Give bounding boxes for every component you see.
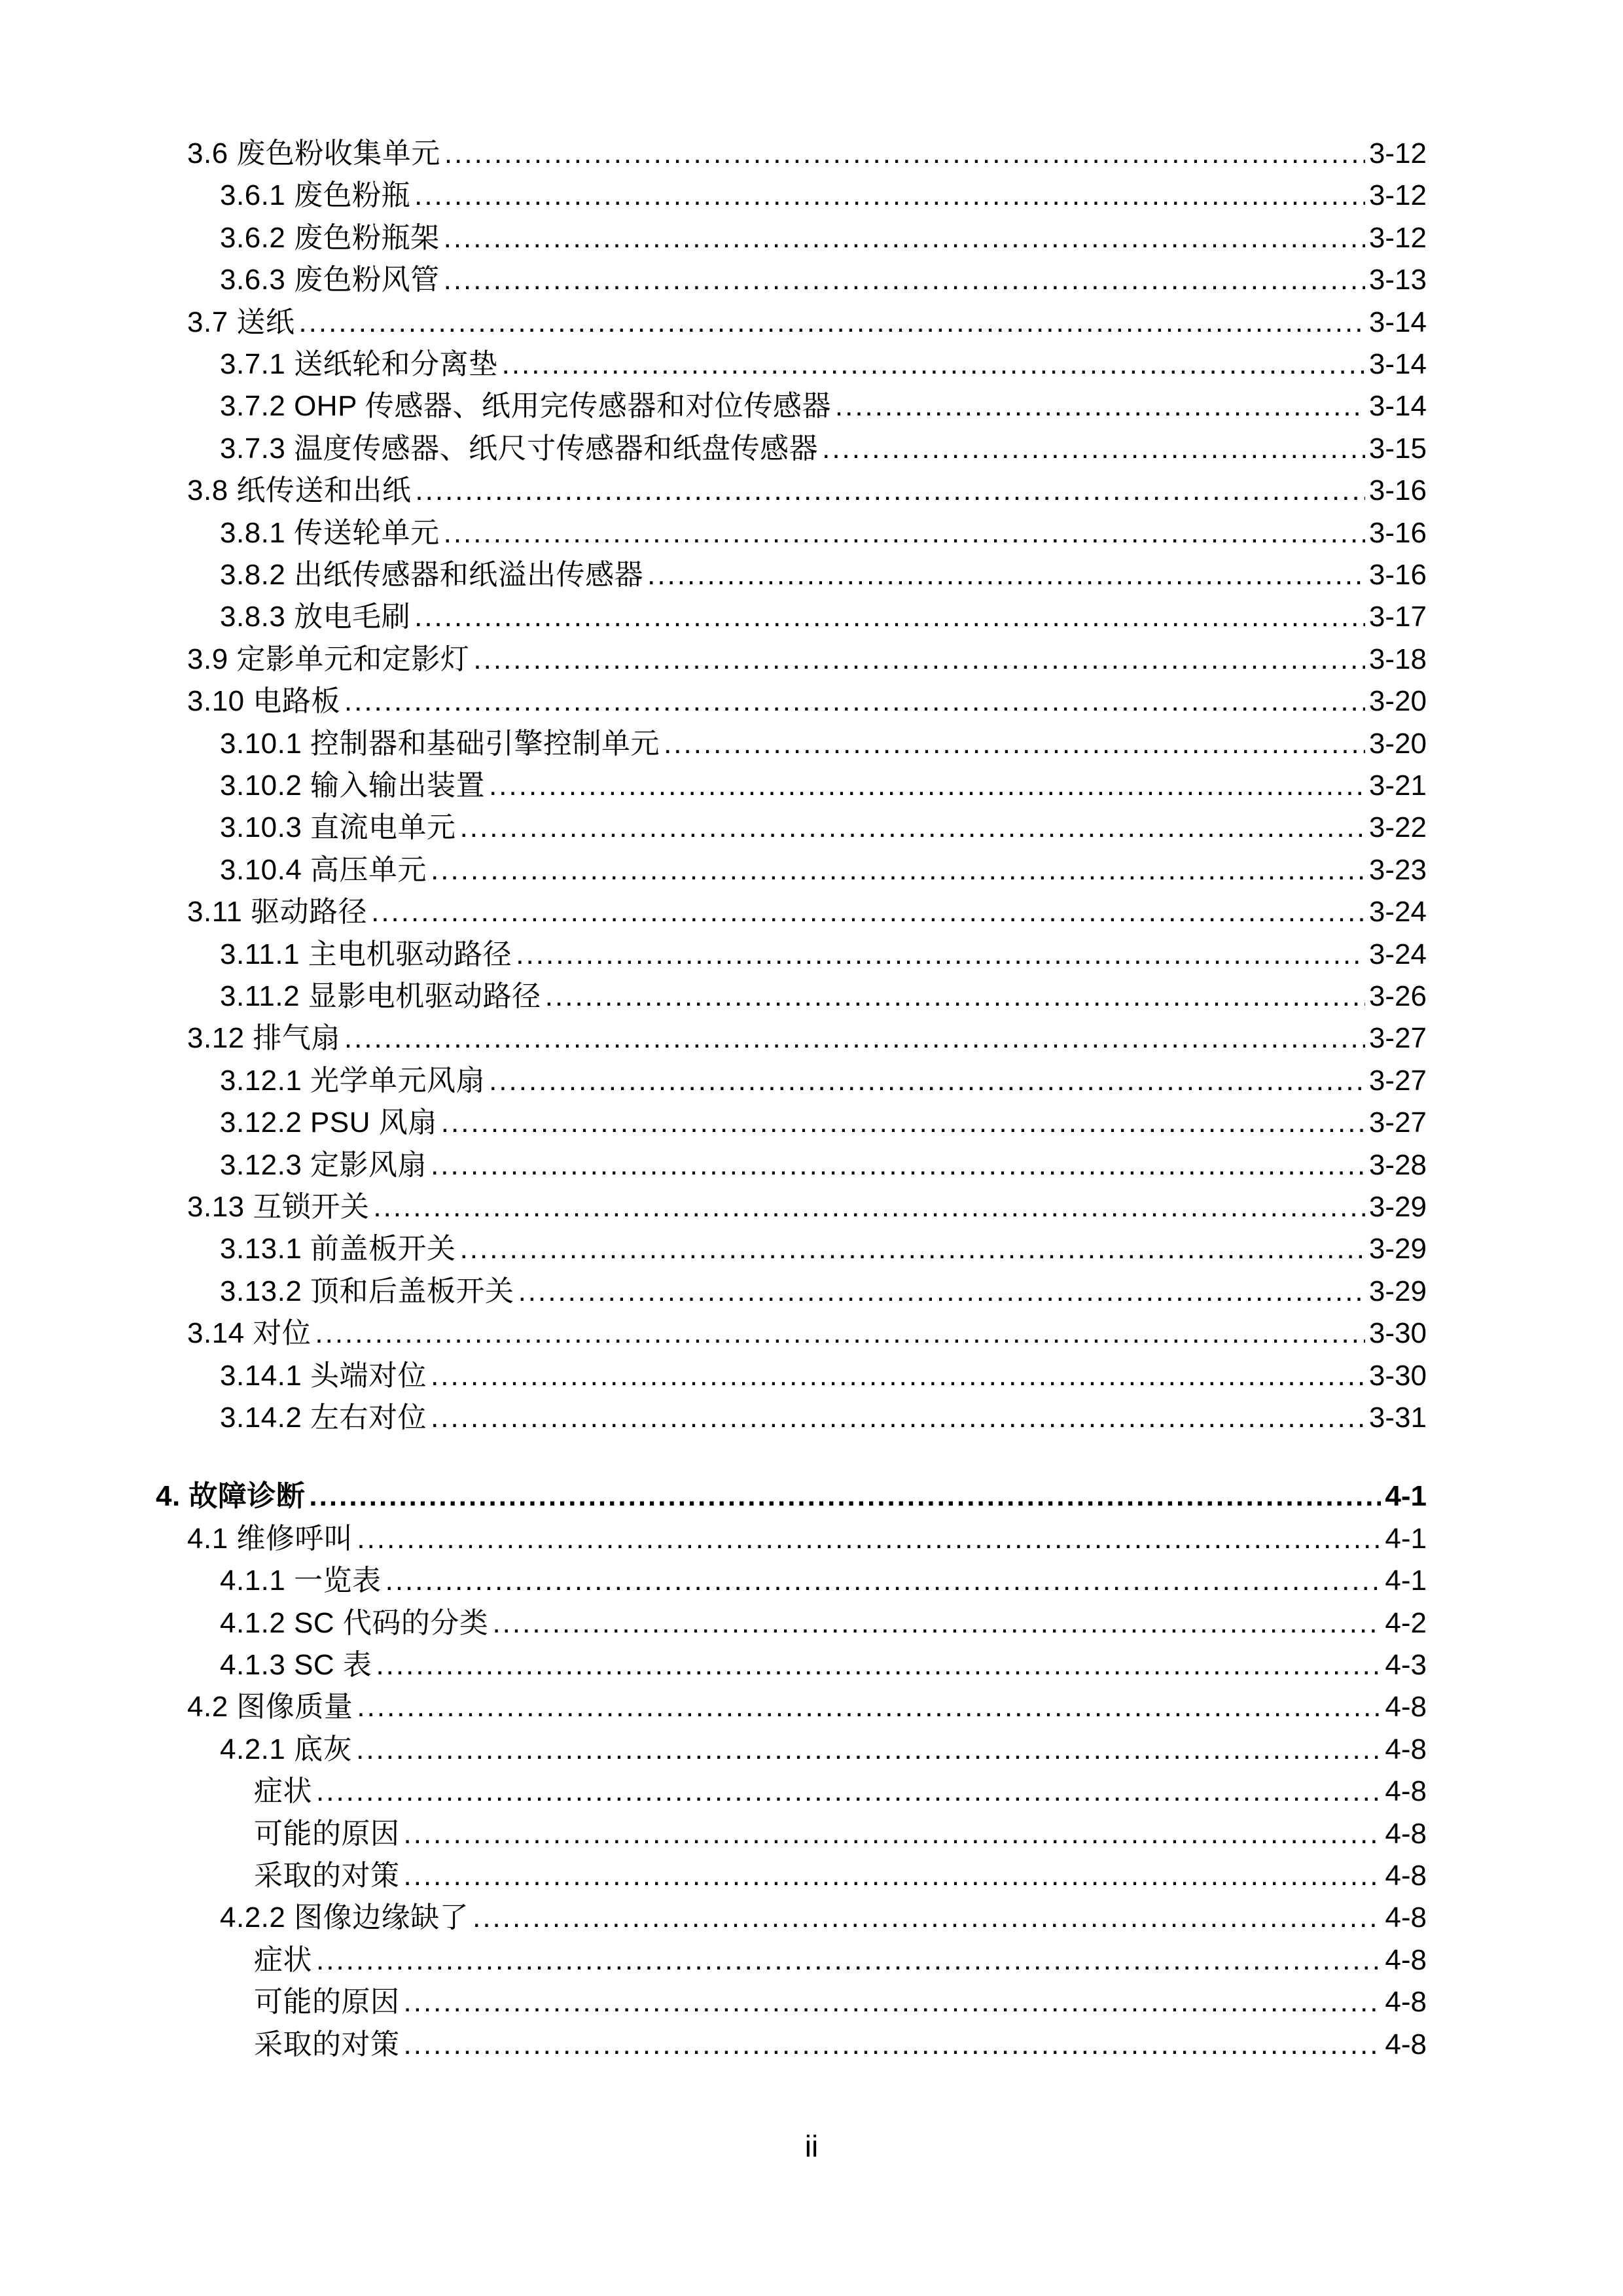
toc-entry-page: 3-14 xyxy=(1368,390,1427,422)
toc-entry-page: 4-2 xyxy=(1385,1607,1427,1639)
toc-entry-page: 3-15 xyxy=(1368,433,1427,465)
toc-entry-title: 4. 故障诊断 xyxy=(156,1480,306,1512)
toc-entry[interactable] xyxy=(0,639,1427,680)
toc-entry-title: 3.12.3 定影风扇 xyxy=(220,1149,427,1181)
toc-entry-page: 4-8 xyxy=(1385,1691,1427,1723)
toc-entry-page: 3-29 xyxy=(1368,1233,1427,1265)
toc-dot-leader xyxy=(344,680,1365,722)
toc-entry-page: 4-1 xyxy=(1385,1564,1427,1597)
toc-entry[interactable] xyxy=(0,1518,1427,1560)
toc-entry-title: 3.10.4 高压单元 xyxy=(220,854,427,886)
toc-entry[interactable] xyxy=(0,1560,1427,1602)
toc-entry[interactable] xyxy=(0,385,1427,427)
toc-dot-leader xyxy=(371,891,1365,933)
toc-entry-page: 3-27 xyxy=(1368,1022,1427,1054)
toc-entry[interactable] xyxy=(0,1939,1427,1981)
toc-dot-leader xyxy=(545,976,1365,1017)
toc-entry-title: 3.13.2 顶和后盖板开关 xyxy=(220,1275,514,1307)
toc-entry[interactable] xyxy=(0,259,1427,301)
toc-entry[interactable] xyxy=(0,891,1427,933)
toc-entry-title: 4.1.2 SC 代码的分类 xyxy=(220,1607,489,1639)
toc-entry[interactable] xyxy=(0,1771,1427,1812)
toc-entry-page: 3-31 xyxy=(1368,1402,1427,1434)
toc-entry-title: 可能的原因 xyxy=(254,1818,400,1850)
toc-entry-page: 4-8 xyxy=(1385,1818,1427,1850)
toc-entry[interactable] xyxy=(0,1313,1427,1354)
toc-entry-title: 3.7.1 送纸轮和分离垫 xyxy=(220,348,498,380)
toc-entry-title: 4.2.2 图像边缘缺了 xyxy=(220,1901,469,1934)
toc-entry-title: 3.12.2 PSU 风扇 xyxy=(220,1106,437,1139)
toc-dot-leader xyxy=(489,765,1365,807)
toc-entry[interactable] xyxy=(0,428,1427,470)
toc-dot-leader xyxy=(444,259,1365,301)
toc-entry-title: 3.10.3 直流电单元 xyxy=(220,811,456,843)
toc-entry[interactable] xyxy=(0,175,1427,217)
toc-entry-page: 3-27 xyxy=(1368,1106,1427,1139)
toc-entry-title: 可能的原因 xyxy=(254,1986,400,2018)
toc-entry-title: 3.11 驱动路径 xyxy=(187,896,368,928)
toc-entry[interactable] xyxy=(0,723,1427,765)
toc-dot-leader xyxy=(376,1644,1381,1686)
toc-entry-page: 4-1 xyxy=(1385,1523,1427,1555)
toc-entry-title: 3.10 电路板 xyxy=(187,685,340,717)
toc-entry-page: 3-21 xyxy=(1368,769,1427,802)
toc-dot-leader xyxy=(316,1939,1381,1981)
toc-dot-leader xyxy=(460,807,1365,849)
toc-entry-page: 3-16 xyxy=(1368,559,1427,591)
toc-dot-leader xyxy=(822,428,1365,470)
toc-dot-leader xyxy=(431,849,1365,891)
toc-entry[interactable] xyxy=(0,1144,1427,1186)
toc-entry[interactable] xyxy=(0,1897,1427,1939)
toc-entry-title: 3.13.1 前盖板开关 xyxy=(220,1233,456,1265)
toc-entry-page: 3-16 xyxy=(1368,517,1427,549)
toc-entry-title: 3.6.3 废色粉风管 xyxy=(220,264,440,296)
toc-entry-title: 3.9 定影单元和定影灯 xyxy=(187,643,470,675)
toc-dot-leader xyxy=(492,1602,1381,1644)
toc-entry[interactable] xyxy=(0,133,1427,175)
toc-entry-page: 3-24 xyxy=(1368,896,1427,928)
toc-entry-title: 3.12.1 光学单元风扇 xyxy=(220,1065,486,1097)
toc-entry-page: 3-26 xyxy=(1368,980,1427,1012)
toc-entry[interactable] xyxy=(0,1644,1427,1686)
toc-entry-page: 3-14 xyxy=(1368,348,1427,380)
toc-entry[interactable] xyxy=(0,1855,1427,1897)
toc-dot-leader xyxy=(316,1771,1381,1812)
toc-entry-title: 症状 xyxy=(254,1944,312,1976)
toc-entry-page: 3-30 xyxy=(1368,1317,1427,1349)
toc-entry[interactable] xyxy=(0,1813,1427,1855)
toc-dot-leader xyxy=(404,1855,1382,1897)
toc-entry-page: 3-20 xyxy=(1368,685,1427,717)
toc-entry-page: 4-8 xyxy=(1385,2028,1427,2060)
toc-entry-title: 3.10.1 控制器和基础引擎控制单元 xyxy=(220,728,660,760)
toc-dot-leader xyxy=(431,1397,1365,1439)
toc-entry-page: 4-3 xyxy=(1385,1649,1427,1681)
toc-entry[interactable] xyxy=(0,1271,1427,1313)
toc-entry-page: 3-27 xyxy=(1368,1065,1427,1097)
toc-entry-title: 采取的对策 xyxy=(254,2028,400,2060)
toc-entry-page: 3-14 xyxy=(1368,306,1427,338)
toc-dot-leader xyxy=(344,1017,1365,1059)
toc-entry-title: 3.8.2 出纸传感器和纸溢出传感器 xyxy=(220,559,644,591)
toc-entry-title: 3.11.2 显影电机驱动路径 xyxy=(220,980,541,1012)
toc-dot-leader xyxy=(431,1355,1365,1397)
toc-entry-page: 4-8 xyxy=(1385,1733,1427,1765)
toc-entry-title: 3.13 互锁开关 xyxy=(187,1191,370,1223)
toc-entry[interactable] xyxy=(0,934,1427,976)
toc-entry[interactable] xyxy=(0,1060,1427,1102)
toc-entry[interactable] xyxy=(0,344,1427,385)
toc-entry-title: 3.7.2 OHP 传感器、纸用完传感器和对位传感器 xyxy=(220,390,831,422)
toc-entry-title: 3.10.2 输入输出装置 xyxy=(220,769,486,802)
toc-chapter-entry[interactable] xyxy=(0,1475,1427,1517)
toc-dot-leader xyxy=(404,1813,1382,1855)
toc-entry[interactable] xyxy=(0,1602,1427,1644)
toc-entry-title: 4.1.1 一览表 xyxy=(220,1564,382,1597)
toc-entry-page: 3-12 xyxy=(1368,222,1427,254)
toc-entry[interactable] xyxy=(0,554,1427,596)
toc-entry[interactable] xyxy=(0,1228,1427,1270)
toc-entry-title: 采取的对策 xyxy=(254,1860,400,1892)
toc-dot-leader xyxy=(356,1729,1381,1771)
toc-entry-page: 3-29 xyxy=(1368,1191,1427,1223)
toc-entry-title: 3.6.1 废色粉瓶 xyxy=(220,179,411,211)
toc-dot-leader xyxy=(518,1271,1365,1313)
toc-entry-title: 3.8 纸传送和出纸 xyxy=(187,474,412,506)
toc-entry-page: 4-8 xyxy=(1385,1901,1427,1934)
toc-entry-page: 3-22 xyxy=(1368,811,1427,843)
toc-entry-title: 3.14.1 头端对位 xyxy=(220,1360,427,1392)
toc-entry-page: 3-28 xyxy=(1368,1149,1427,1181)
toc-entry[interactable] xyxy=(0,1981,1427,2023)
toc-entry-page: 3-18 xyxy=(1368,643,1427,675)
toc-entry-title: 4.1.3 SC 表 xyxy=(220,1649,372,1681)
toc-dot-leader xyxy=(431,1144,1365,1186)
toc-entry-title: 3.6 废色粉收集单元 xyxy=(187,137,440,169)
toc-entry-title: 4.2.1 底灰 xyxy=(220,1733,353,1765)
toc-dot-leader xyxy=(309,1475,1381,1517)
toc-entry-title: 4.1 维修呼叫 xyxy=(187,1523,353,1555)
toc-entry-title: 3.8.1 传送轮单元 xyxy=(220,517,440,549)
toc-entry[interactable] xyxy=(0,1355,1427,1397)
toc-entry[interactable] xyxy=(0,1397,1427,1439)
toc-entry-title: 3.14 对位 xyxy=(187,1317,312,1349)
toc-entry[interactable] xyxy=(0,1017,1427,1059)
toc-dot-leader xyxy=(415,470,1365,512)
toc-entry-page: 3-24 xyxy=(1368,938,1427,970)
toc-dot-leader xyxy=(664,723,1365,765)
toc-dot-leader xyxy=(444,512,1365,554)
toc-dot-leader xyxy=(835,385,1365,427)
toc-entry-page: 3-23 xyxy=(1368,854,1427,886)
toc-entry[interactable] xyxy=(0,765,1427,807)
toc-dot-leader xyxy=(357,1686,1381,1728)
toc-entry-page: 3-17 xyxy=(1368,601,1427,633)
toc-dot-leader xyxy=(414,596,1365,638)
toc-dot-leader xyxy=(473,639,1365,680)
toc-entry[interactable] xyxy=(0,1186,1427,1228)
toc-dot-leader xyxy=(414,175,1365,217)
toc-entry-page: 3-12 xyxy=(1368,179,1427,211)
toc-dot-leader xyxy=(385,1560,1382,1602)
toc-dot-leader xyxy=(489,1060,1365,1102)
toc-entry-page: 3-13 xyxy=(1368,264,1427,296)
toc-entry-title: 3.14.2 左右对位 xyxy=(220,1402,427,1434)
toc-entry[interactable] xyxy=(0,849,1427,891)
toc-entry-page: 4-8 xyxy=(1385,1986,1427,2018)
toc-dot-leader xyxy=(404,1981,1382,2023)
toc-entry[interactable] xyxy=(0,470,1427,512)
toc-entry[interactable] xyxy=(0,302,1427,344)
toc-dot-leader xyxy=(444,133,1365,175)
toc-entry[interactable] xyxy=(0,2024,1427,2066)
toc-entry[interactable] xyxy=(0,1686,1427,1728)
toc-dot-leader xyxy=(373,1186,1365,1228)
toc-dot-leader xyxy=(404,2024,1382,2066)
toc-dot-leader xyxy=(473,1897,1381,1939)
page-number: ii xyxy=(804,2129,819,2163)
toc-dot-leader xyxy=(502,344,1365,385)
toc-entry-page: 3-30 xyxy=(1368,1360,1427,1392)
toc-dot-leader xyxy=(357,1518,1381,1560)
toc-entry-page: 3-16 xyxy=(1368,474,1427,506)
toc-entry-page: 4-8 xyxy=(1385,1775,1427,1807)
toc-entry-page: 4-1 xyxy=(1385,1480,1427,1512)
toc-dot-leader xyxy=(298,302,1365,344)
toc-dot-leader xyxy=(315,1313,1365,1354)
toc-dot-leader xyxy=(516,934,1365,976)
toc-entry-title: 3.6.2 废色粉瓶架 xyxy=(220,222,440,254)
toc-entry[interactable] xyxy=(0,596,1427,638)
toc-entry-title: 4.2 图像质量 xyxy=(187,1691,353,1723)
toc-entry[interactable] xyxy=(0,680,1427,722)
toc-entry-page: 4-8 xyxy=(1385,1944,1427,1976)
toc-entry-page: 4-8 xyxy=(1385,1860,1427,1892)
toc-dot-leader xyxy=(460,1228,1365,1270)
toc-dot-leader xyxy=(444,217,1365,259)
toc-dot-leader xyxy=(441,1102,1365,1144)
toc-entry[interactable] xyxy=(0,217,1427,259)
toc-entry[interactable] xyxy=(0,1729,1427,1771)
toc-entry-title: 3.11.1 主电机驱动路径 xyxy=(220,938,512,970)
toc-entry[interactable] xyxy=(0,1102,1427,1144)
toc-entry-title: 3.7 送纸 xyxy=(187,306,295,338)
toc-entry[interactable] xyxy=(0,512,1427,554)
toc-entry-page: 3-29 xyxy=(1368,1275,1427,1307)
toc-entry-title: 3.12 排气扇 xyxy=(187,1022,340,1054)
toc-entry-title: 症状 xyxy=(254,1775,312,1807)
toc-entry-page: 3-20 xyxy=(1368,728,1427,760)
toc-entry-title: 3.7.3 温度传感器、纸尺寸传感器和纸盘传感器 xyxy=(220,433,819,465)
toc-entry[interactable] xyxy=(0,807,1427,849)
toc-entry-title: 3.8.3 放电毛刷 xyxy=(220,601,411,633)
toc-entry-page: 3-12 xyxy=(1368,137,1427,169)
toc-dot-leader xyxy=(647,554,1365,596)
toc-entry[interactable] xyxy=(0,976,1427,1017)
